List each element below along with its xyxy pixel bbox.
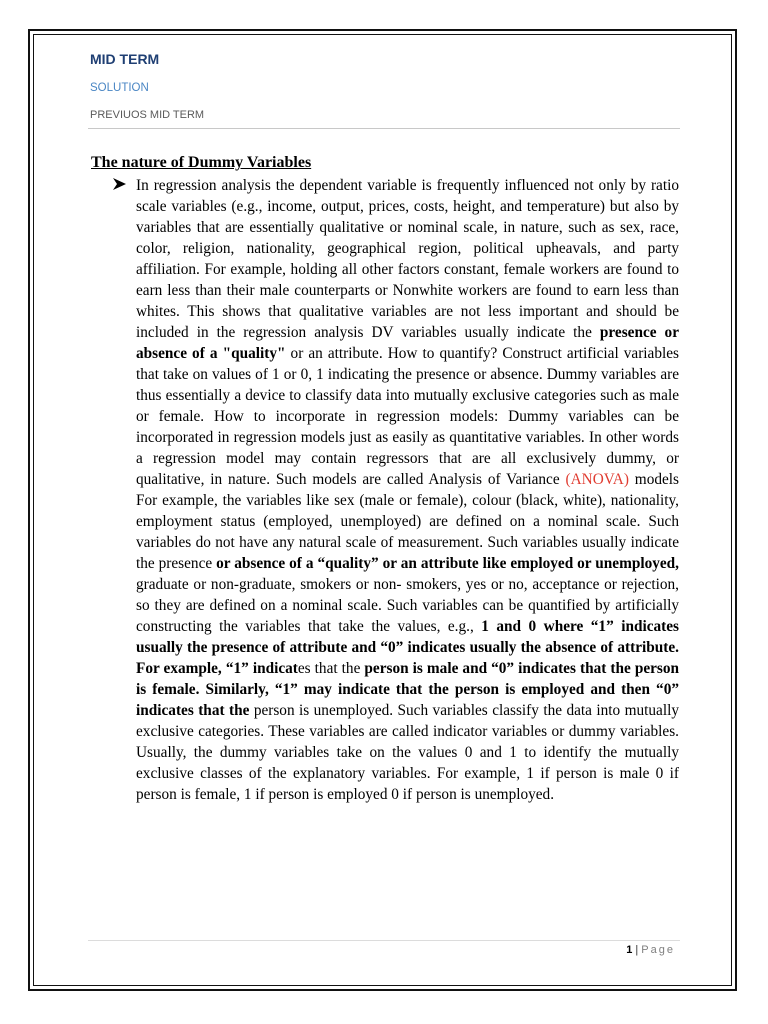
header-previous: PREVIUOS MID TERM [90, 109, 205, 121]
paragraph-segment: graduate or non-graduate, smokers or non- smokers, yes or no, acceptance or rejection, so they are defined on a nominal scale. Such variables can be quantified by artificially constructing the variables that take the values, e.g., [136, 576, 679, 635]
page-number-footer [626, 944, 675, 956]
page-number: 1 [626, 944, 633, 956]
page-separator: | [635, 944, 639, 956]
paragraph-segment: models For example, the variables like sex (male or female), colour (black, white), nationality, employment status (employed, unemployed) are defined on a nominal scale. Such variables do not have any natural scale of measurement. Such variables usually indicate the presence [136, 471, 679, 572]
arrow-bullet-icon [112, 177, 127, 191]
paragraph-segment: or an attribute. How to quantify? Construct artificial variables that take on values of 1 or 0, 1 indicating the presence or absence. Dummy variables are thus essentially a device to classify data into mutually exclusive categories such as male or female. How to incorporate in regression models: Dummy variables can be incorporated in regression models just as easily as quantitative variables. In other words a regression model may contain regressors that are all exclusively dummy, or qualitative, in nature. Such models are called Analysis of Variance [136, 345, 679, 488]
paragraph-segment: es that the [297, 660, 365, 677]
anova-highlight: (ANOVA) [565, 471, 629, 488]
header-title: MID TERM [90, 51, 160, 67]
page-word: Page [641, 944, 675, 956]
paragraph-bold-segment: 1 and 0 where “1” indicates usually the presence of attribute and “0” indicates usually the absence of attribute. For example, “1” indicat [136, 618, 679, 677]
document-header [90, 49, 204, 123]
header-divider [88, 128, 680, 129]
section-title: The nature of Dummy Variables [91, 154, 312, 171]
paragraph-segment: In regression analysis the dependent variable is frequently influenced not only by ratio scale variables (e.g., income, output, prices, costs, height, and temperature) but also by variables that are essentially qualitative or nominal scale, in nature, such as sex, race, color, religion, nationality, geographical region, political upheavals, and party affiliation. For example, holding all other factors constant, female workers are found to earn less than their male counterparts or Nonwhite workers are found to earn less than whites. This shows that qualitative variables are not less important and should be included in the regression analysis DV variables usually indicate the [136, 177, 679, 341]
footer-divider [88, 940, 680, 941]
paragraph-bold-segment: or absence of a “quality” or an attribute like employed or unemployed, [216, 555, 679, 572]
paragraph-bold-segment: person is male and “0” indicates that the person is female. Similarly, “1” may indicate that the person is employed and then “0” indicates that the [136, 660, 680, 719]
paragraph-bold-segment: presence or absence of a "quality" [136, 324, 679, 362]
paragraph-segment: person is unemployed. Such variables classify the data into mutually exclusive categories. These variables are called indicator variables or dummy variables. Usually, the dummy variables take on the values 0 and 1 to identify the mutually exclusive classes of the explanatory variables. For example, 1 if person is male 0 if person is female, 1 if person is employed 0 if person is unemployed. [136, 702, 679, 803]
body-paragraph [136, 175, 679, 805]
header-subtitle: SOLUTION [90, 82, 149, 94]
